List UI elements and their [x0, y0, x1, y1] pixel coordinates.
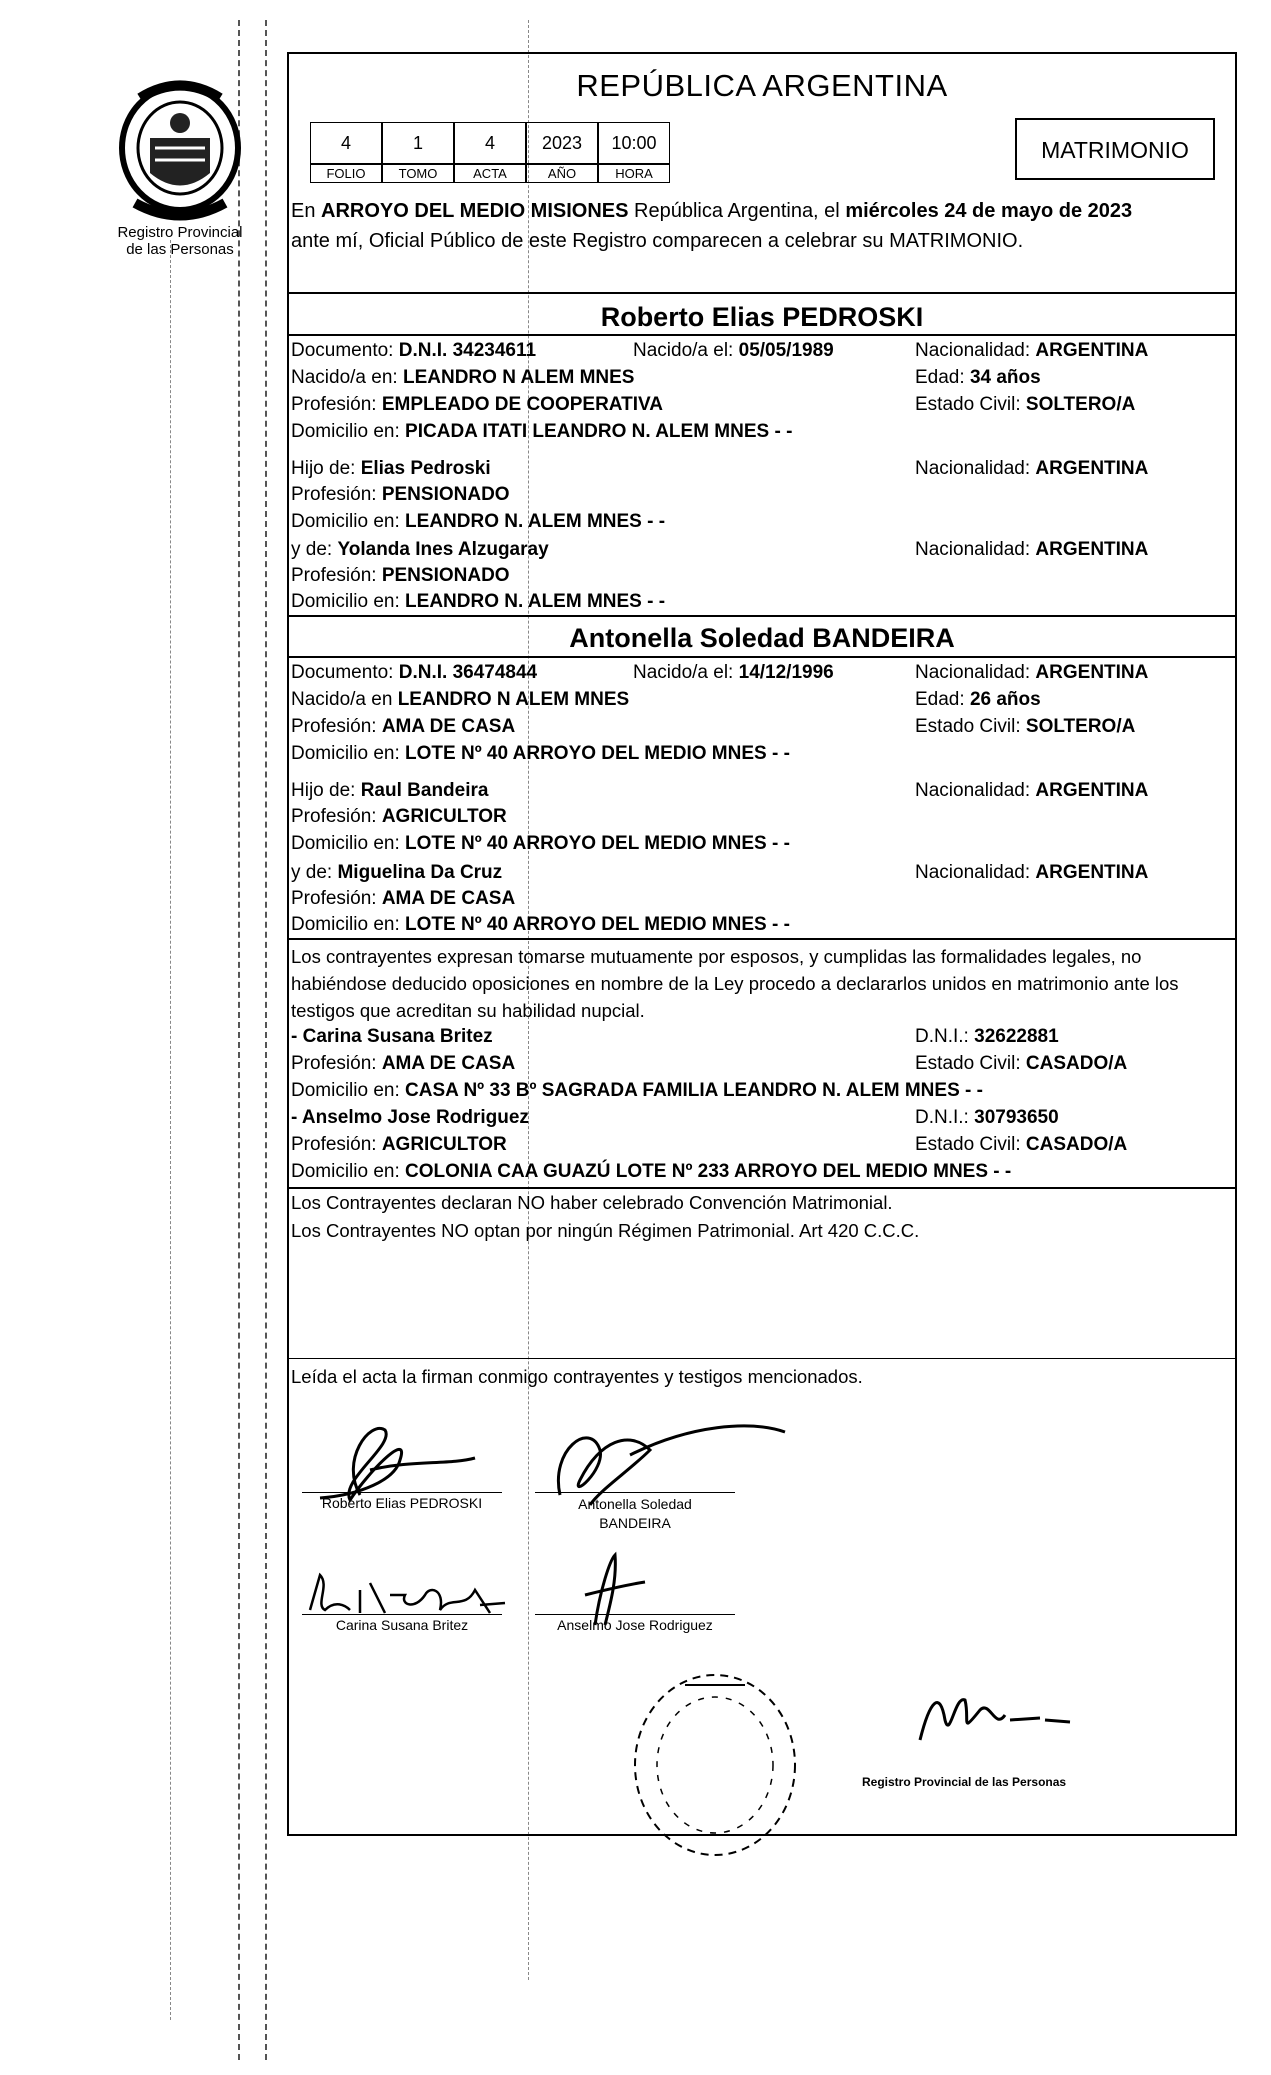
- divider: [287, 334, 1237, 336]
- intro-line-1: En ARROYO DEL MEDIO MISIONES República Argentina, el miércoles 24 de mayo de 2023: [291, 200, 1133, 222]
- witness1-signature: [305, 1565, 515, 1625]
- groom-father-prof: Profesión: PENSIONADO: [291, 484, 510, 505]
- hora-value: 10:00: [598, 122, 670, 164]
- groom-father-dom: Domicilio en: LEANDRO N. ALEM MNES - -: [291, 511, 666, 532]
- witness2-signature-caption: Anselmo Jose Rodriguez: [557, 1617, 713, 1633]
- registry-logo-caption: Registro Provincial de las Personas: [117, 224, 243, 258]
- reading-note: Leída el acta la firman conmigo contrayentes y testigos mencionados.: [291, 1366, 863, 1387]
- acta-label: ACTA: [454, 164, 526, 183]
- bride-name: Antonella Soledad BANDEIRA: [569, 623, 955, 653]
- bride-lugar: Nacido/a en LEANDRO N ALEM MNES: [291, 689, 630, 710]
- bride-mother: y de: Miguelina Da Cruz: [291, 862, 503, 883]
- bride-mother-dom: Domicilio en: LOTE Nº 40 ARROYO DEL MEDIO MNES - -: [291, 914, 790, 935]
- groom-lugar: Nacido/a en: LEANDRO N ALEM MNES: [291, 367, 635, 388]
- groom-profesion: Profesión: EMPLEADO DE COOPERATIVA: [291, 394, 663, 415]
- shield-seal-icon: [110, 78, 250, 228]
- groom-father-nac: Nacionalidad: ARGENTINA: [915, 458, 1149, 479]
- bride-signature-caption-1: Antonella Soledad: [578, 1496, 692, 1512]
- groom-mother: y de: Yolanda Ines Alzugaray: [291, 539, 549, 560]
- witness2-domicilio: Domicilio en: COLONIA CAA GUAZÚ LOTE Nº 233 ARROYO DEL MEDIO MNES - -: [291, 1161, 1012, 1182]
- divider: [287, 938, 1237, 940]
- groom-domicilio: Domicilio en: PICADA ITATI LEANDRO N. ALEM MNES - -: [291, 421, 793, 442]
- witness1-estado: Estado Civil: CASADO/A: [915, 1053, 1128, 1074]
- anio-label: AÑO: [526, 164, 598, 183]
- bride-mother-prof: Profesión: AMA DE CASA: [291, 888, 516, 909]
- bride-edad: Edad: 26 años: [915, 689, 1041, 710]
- record-type-badge: MATRIMONIO: [1015, 118, 1215, 180]
- groom-father: Hijo de: Elias Pedroski: [291, 458, 491, 479]
- divider: [287, 615, 1237, 617]
- hora-label: HORA: [598, 164, 670, 183]
- groom-mother-dom: Domicilio en: LEANDRO N. ALEM MNES - -: [291, 591, 666, 612]
- bride-nacionalidad: Nacionalidad: ARGENTINA: [915, 662, 1149, 683]
- bride-father: Hijo de: Raul Bandeira: [291, 780, 489, 801]
- official-round-stamp: [625, 1665, 805, 1865]
- witness1-profesion: Profesión: AMA DE CASA: [291, 1053, 516, 1074]
- country-title: REPÚBLICA ARGENTINA: [576, 68, 948, 103]
- groom-edad: Edad: 34 años: [915, 367, 1041, 388]
- folio-label: FOLIO: [310, 164, 382, 183]
- groom-signature-line: [302, 1492, 502, 1493]
- witness2-estado: Estado Civil: CASADO/A: [915, 1134, 1128, 1155]
- note-convention: Los Contrayentes declaran NO haber celebrado Convención Matrimonial.: [291, 1192, 893, 1213]
- witness1-signature-caption: Carina Susana Britez: [335, 1617, 469, 1633]
- acta-value: 4: [454, 122, 526, 164]
- bride-father-dom: Domicilio en: LOTE Nº 40 ARROYO DEL MEDIO MNES - -: [291, 833, 790, 854]
- groom-signature: [300, 1400, 500, 1510]
- bride-father-prof: Profesión: AGRICULTOR: [291, 806, 507, 827]
- bride-father-nac: Nacionalidad: ARGENTINA: [915, 780, 1149, 801]
- groom-mother-nac: Nacionalidad: ARGENTINA: [915, 539, 1149, 560]
- tomo-value: 1: [382, 122, 454, 164]
- divider: [287, 1358, 1237, 1359]
- witness1-signature-line: [302, 1614, 502, 1615]
- witness2-dni: D.N.I.: 30793650: [915, 1107, 1059, 1128]
- official-signature: [900, 1680, 1100, 1760]
- bride-mother-nac: Nacionalidad: ARGENTINA: [915, 862, 1149, 883]
- official-caption: Registro Provincial de las Personas: [862, 1775, 1067, 1789]
- bride-nacido: Nacido/a el: 14/12/1996: [633, 662, 834, 683]
- witness2-name: - Anselmo Jose Rodriguez: [291, 1107, 529, 1128]
- divider: [287, 292, 1237, 294]
- bride-estado: Estado Civil: SOLTERO/A: [915, 716, 1136, 737]
- groom-signature-caption: Roberto Elias PEDROSKI: [321, 1495, 483, 1511]
- groom-nacionalidad: Nacionalidad: ARGENTINA: [915, 340, 1149, 361]
- groom-mother-prof: Profesión: PENSIONADO: [291, 565, 510, 586]
- margin-line: [238, 20, 240, 2060]
- witness1-dni: D.N.I.: 32622881: [915, 1026, 1059, 1047]
- registry-logo: [110, 78, 250, 228]
- note-regime: Los Contrayentes NO optan por ningún Régimen Patrimonial. Art 420 C.C.C.: [291, 1220, 920, 1241]
- intro-line-2: ante mí, Oficial Público de este Registro comparecen a celebrar su MATRIMONIO.: [291, 230, 1024, 252]
- bride-signature-line: [535, 1492, 735, 1493]
- witness1-domicilio: Domicilio en: CASA Nº 33 Bº SAGRADA FAMILIA LEANDRO N. ALEM MNES - -: [291, 1080, 983, 1101]
- folio-value: 4: [310, 122, 382, 164]
- groom-nacido: Nacido/a el: 05/05/1989: [633, 340, 834, 361]
- margin-line: [170, 240, 171, 2020]
- witness1-name: - Carina Susana Britez: [291, 1026, 493, 1047]
- witness2-profesion: Profesión: AGRICULTOR: [291, 1134, 507, 1155]
- witness2-signature-line: [535, 1614, 735, 1615]
- anio-value: 2023: [526, 122, 598, 164]
- declaration-text: Los contrayentes expresan tomarse mutuamente por esposos, y cumplidas las formalidades legales, no habiéndose deducido oposiciones en nombre de la Ley procedo a declararlos unidos en matrimonio ante los testigos que acreditan su habilidad nupcial.: [291, 946, 1179, 1021]
- margin-line: [265, 20, 267, 2060]
- groom-name: Roberto Elias PEDROSKI: [600, 302, 924, 332]
- divider: [287, 656, 1237, 658]
- bride-documento: Documento: D.N.I. 36474844: [291, 662, 538, 683]
- divider: [287, 1187, 1237, 1189]
- bride-signature-caption-2: BANDEIRA: [599, 1515, 671, 1531]
- bride-profesion: Profesión: AMA DE CASA: [291, 716, 516, 737]
- groom-estado: Estado Civil: SOLTERO/A: [915, 394, 1136, 415]
- bride-domicilio: Domicilio en: LOTE Nº 40 ARROYO DEL MEDIO MNES - -: [291, 743, 790, 764]
- bride-signature: [540, 1410, 800, 1510]
- tomo-label: TOMO: [382, 164, 454, 183]
- groom-documento: Documento: D.N.I. 34234611: [291, 340, 537, 361]
